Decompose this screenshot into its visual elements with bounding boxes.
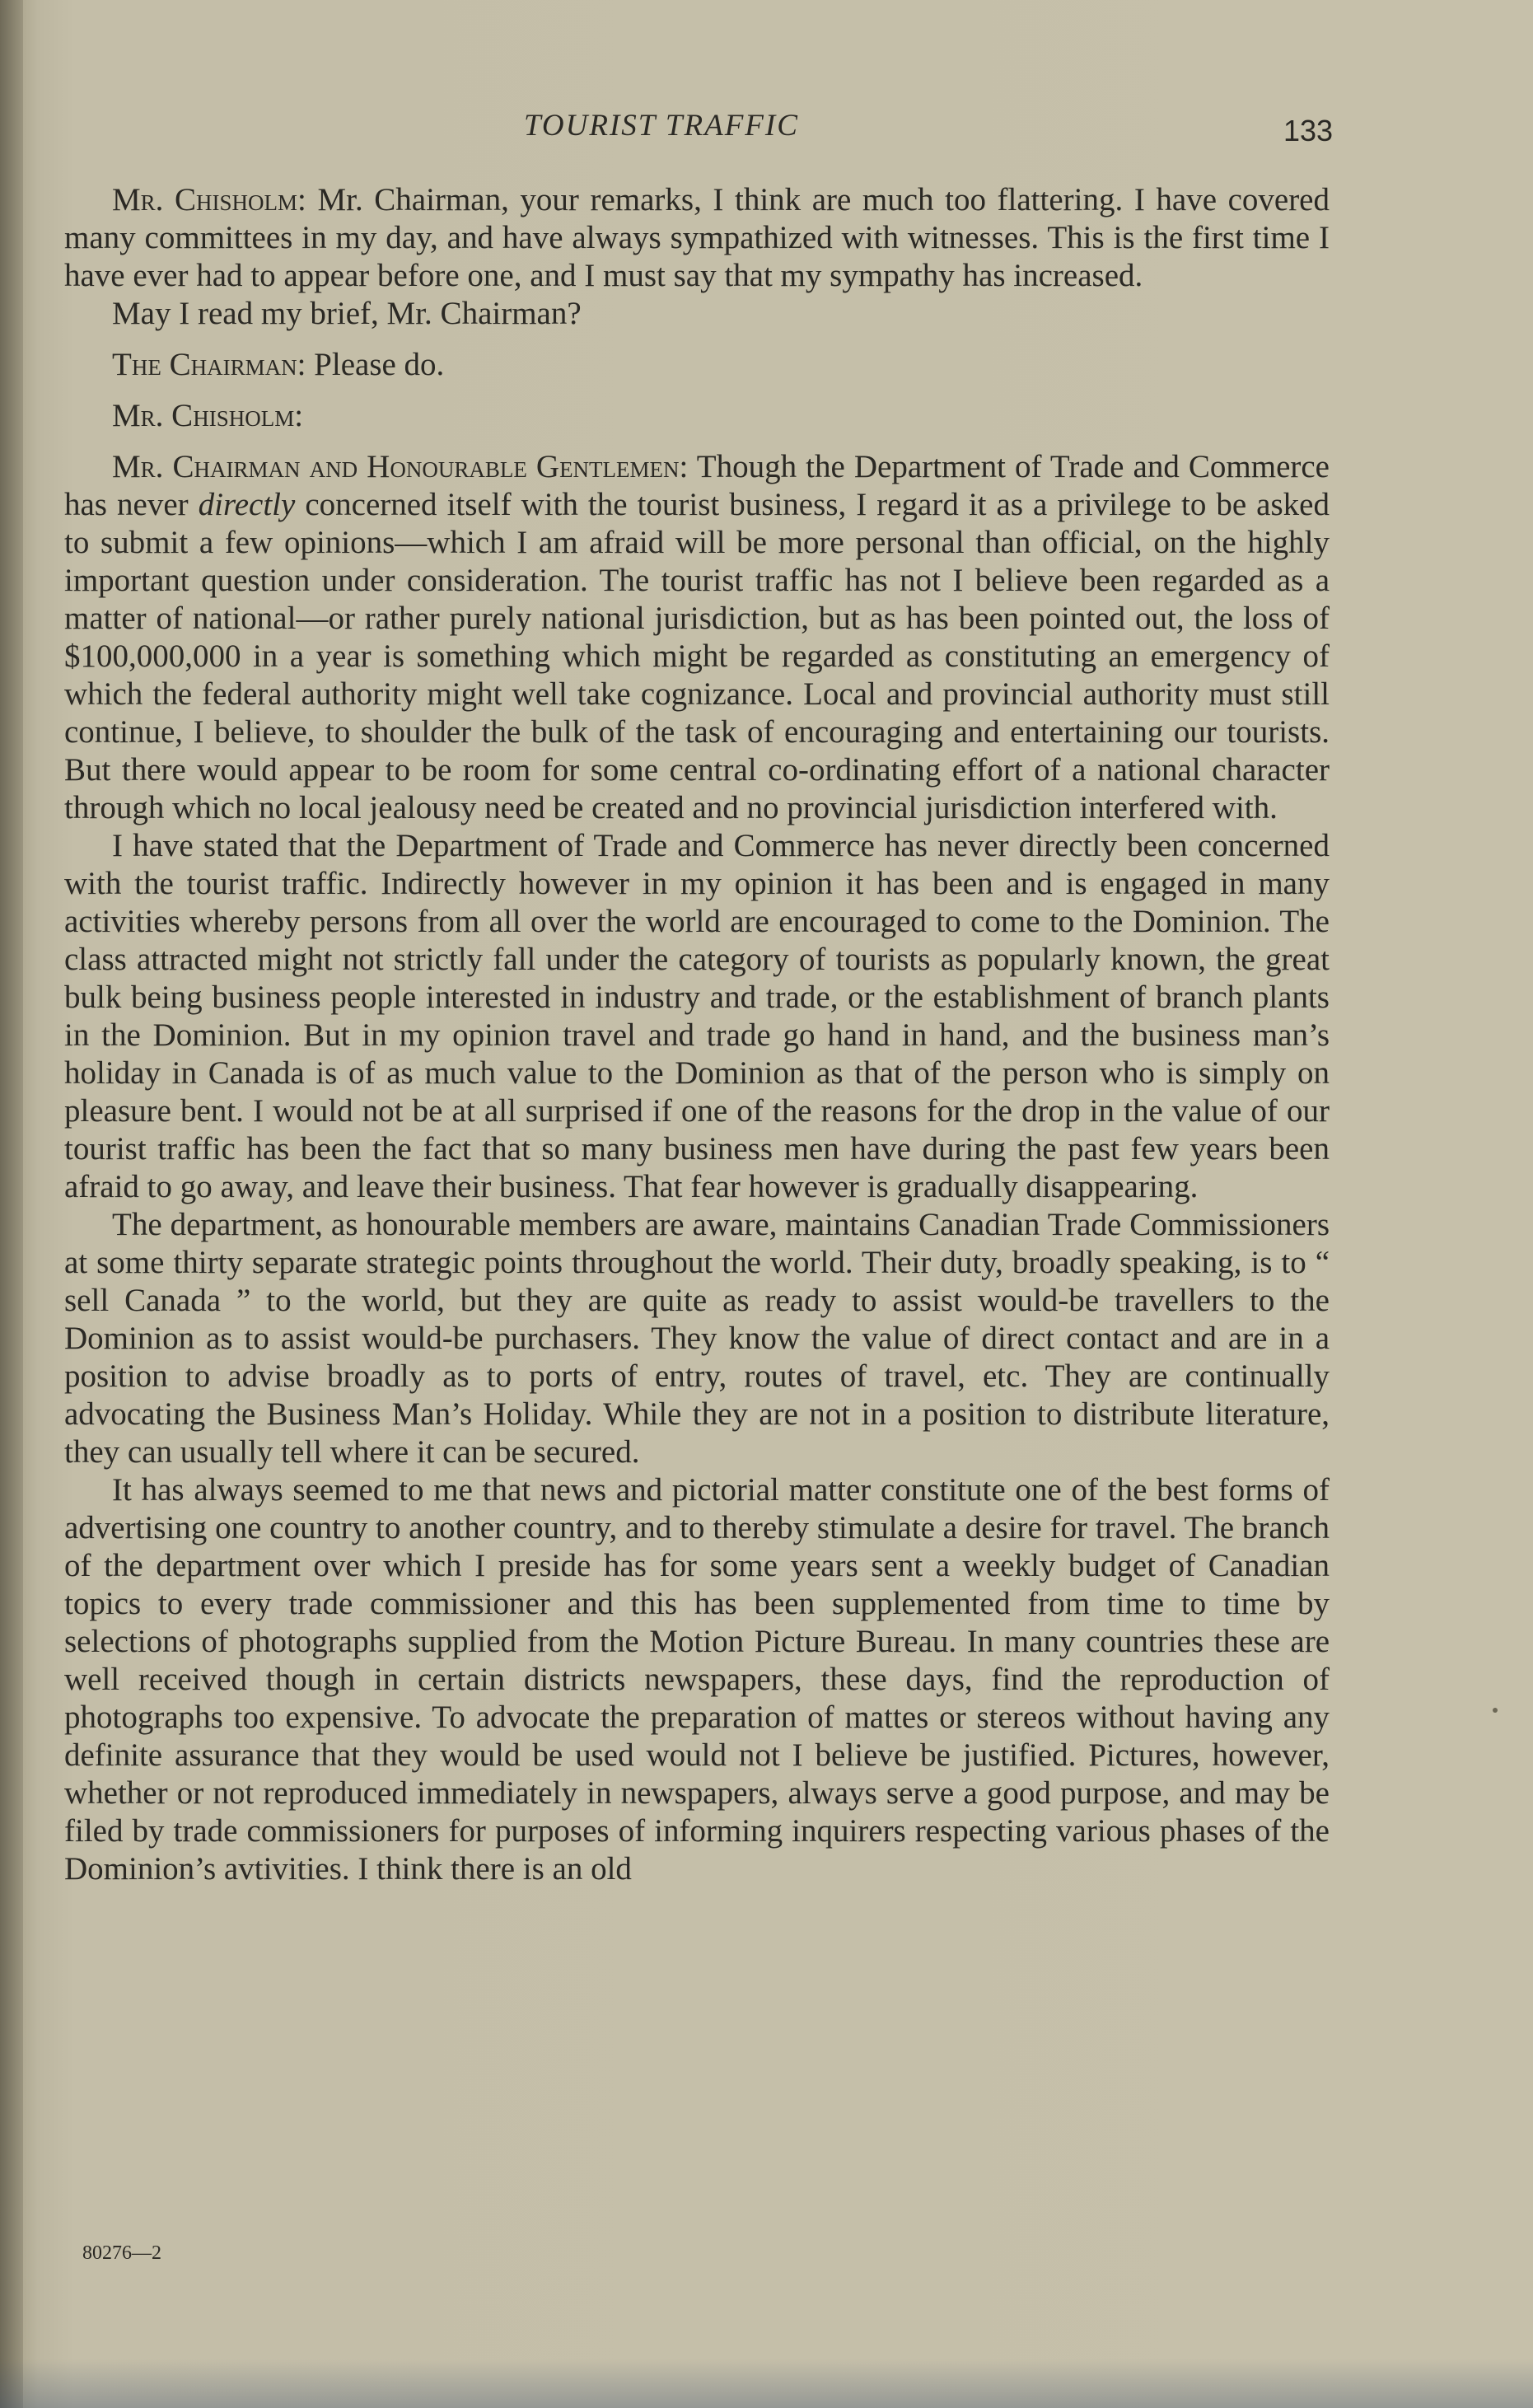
paragraph-chisholm-opening bbox=[64, 181, 1330, 295]
running-head bbox=[0, 105, 1533, 147]
running-head-title: TOURIST TRAFFIC bbox=[524, 109, 799, 143]
address-label: Mr. Chairman and Honourable Gentlemen: bbox=[112, 449, 689, 484]
paragraph-text: Mr. Chairman, your remarks, I think are much too flattering. I have covered many committees in my day, and have always sympathized with witnesses. This is the first time I have ever had to appear before one, and I must say that my sympathy has increased. bbox=[64, 182, 1330, 293]
paragraph-pictorial-matter bbox=[64, 1471, 1330, 1888]
paragraph-brief-address bbox=[64, 448, 1330, 827]
paragraph-chairman-reply bbox=[64, 346, 1330, 384]
printer-signature: 80276—2 bbox=[82, 2242, 161, 2264]
page-number: 133 bbox=[1283, 114, 1334, 147]
paragraph-text: Please do. bbox=[306, 347, 445, 382]
paragraph-department-role bbox=[64, 827, 1330, 1206]
bottom-edge-shadow bbox=[0, 2359, 1533, 2408]
emphasis-text: directly bbox=[198, 487, 296, 522]
paragraph-text: Though the Department of Trade and Commerce has never bbox=[64, 449, 1330, 522]
speaker-label: Mr. Chisholm: bbox=[112, 398, 304, 433]
paragraph-chisholm-brief-heading bbox=[64, 397, 1330, 435]
paragraph-text: concerned itself with the tourist business, I regard it as a privilege to be asked to submit a few opinions—which I am afraid will be more personal than official, on the highly important question under consideration. The tourist traffic has not I believe been regarded as a matter of national—or rather purely national jurisdiction, but as has been pointed out, the loss of $100,000,000 in a year is something which might be regarded as constituting an emergency of which the federal authority might well take cognizance. Local and provincial authority must still continue, I believe, to shoulder the bulk of the task of encouraging and entertaining our tourists. But there would appear to be room for some central co-ordinating effort of a national character through which no local jealousy need be created and no provincial jurisdiction interfered with. bbox=[64, 487, 1330, 825]
paragraph-read-brief bbox=[64, 295, 1330, 333]
paragraph-text: I have stated that the Department of Trade and Commerce has never directly been concerned with the tourist traffic. Indirectly however in my opinion it has been and is engaged in many activities whereby persons from all over the world are encouraged to come to the Dominion. The class attracted might not strictly fall under the category of tourists as popularly known, the great bulk being business people interested in industry and trade, or the establishment of branch plants in the Dominion. But in my opinion travel and trade go hand in hand, and the business man’s holiday in Canada is of as much value to the Dominion as that of the person who is simply on pleasure bent. I would not be at all surprised if one of the reasons for the drop in the value of our tourist traffic has been the fact that so many business men have during the past few years been afraid to go away, and leave their business. That fear however is gradually disappearing. bbox=[64, 828, 1330, 1204]
speaker-label: The Chairman: bbox=[112, 347, 306, 382]
paper-fleck bbox=[1493, 1708, 1498, 1713]
paragraph-text: It has always seemed to me that news and pictorial matter constitute one of the best forms of advertising one country to another country, and to thereby stimulate a desire for travel. The branch of the department over which I preside has for some years sent a weekly budget of Canadian topics to every trade commissioner and this has been supplemented from time to time by selections of photographs supplied from the Motion Picture Bureau. In many countries these are well received though in certain districts newspapers, these days, find the reproduction of photographs too expensive. To advocate the preparation of mattes or stereos without having any definite assurance that they would be used would not I believe be justified. Pictures, however, whether or not reproduced immediately in newspapers, always serve a good purpose, and may be filed by trade commissioners for purposes of informing inquirers respecting various phases of the Dominion’s avtivities. I think there is an old bbox=[64, 1472, 1330, 1887]
page-spine-shadow bbox=[0, 0, 23, 2408]
speaker-label: Mr. Chisholm: bbox=[112, 182, 306, 217]
paragraph-text: The department, as honourable members are aware, maintains Canadian Trade Commissioners at some thirty separate strategic points throughout the world. Their duty, broadly speaking, is to “ sell Canada ” to the world, but they are quite as ready to assist would-be travellers to the Dominion as to assist would-be purchasers. They know the value of direct contact and are in a position to advise broadly as to ports of entry, routes of travel, etc. They are continually advocating the Business Man’s Holiday. While they are not in a position to distribute literature, they can usually tell where it can be secured. bbox=[64, 1207, 1330, 1470]
paragraph-trade-commissioners bbox=[64, 1206, 1330, 1471]
body-text bbox=[64, 181, 1330, 1888]
paragraph-text: May I read my brief, Mr. Chairman? bbox=[112, 296, 582, 331]
